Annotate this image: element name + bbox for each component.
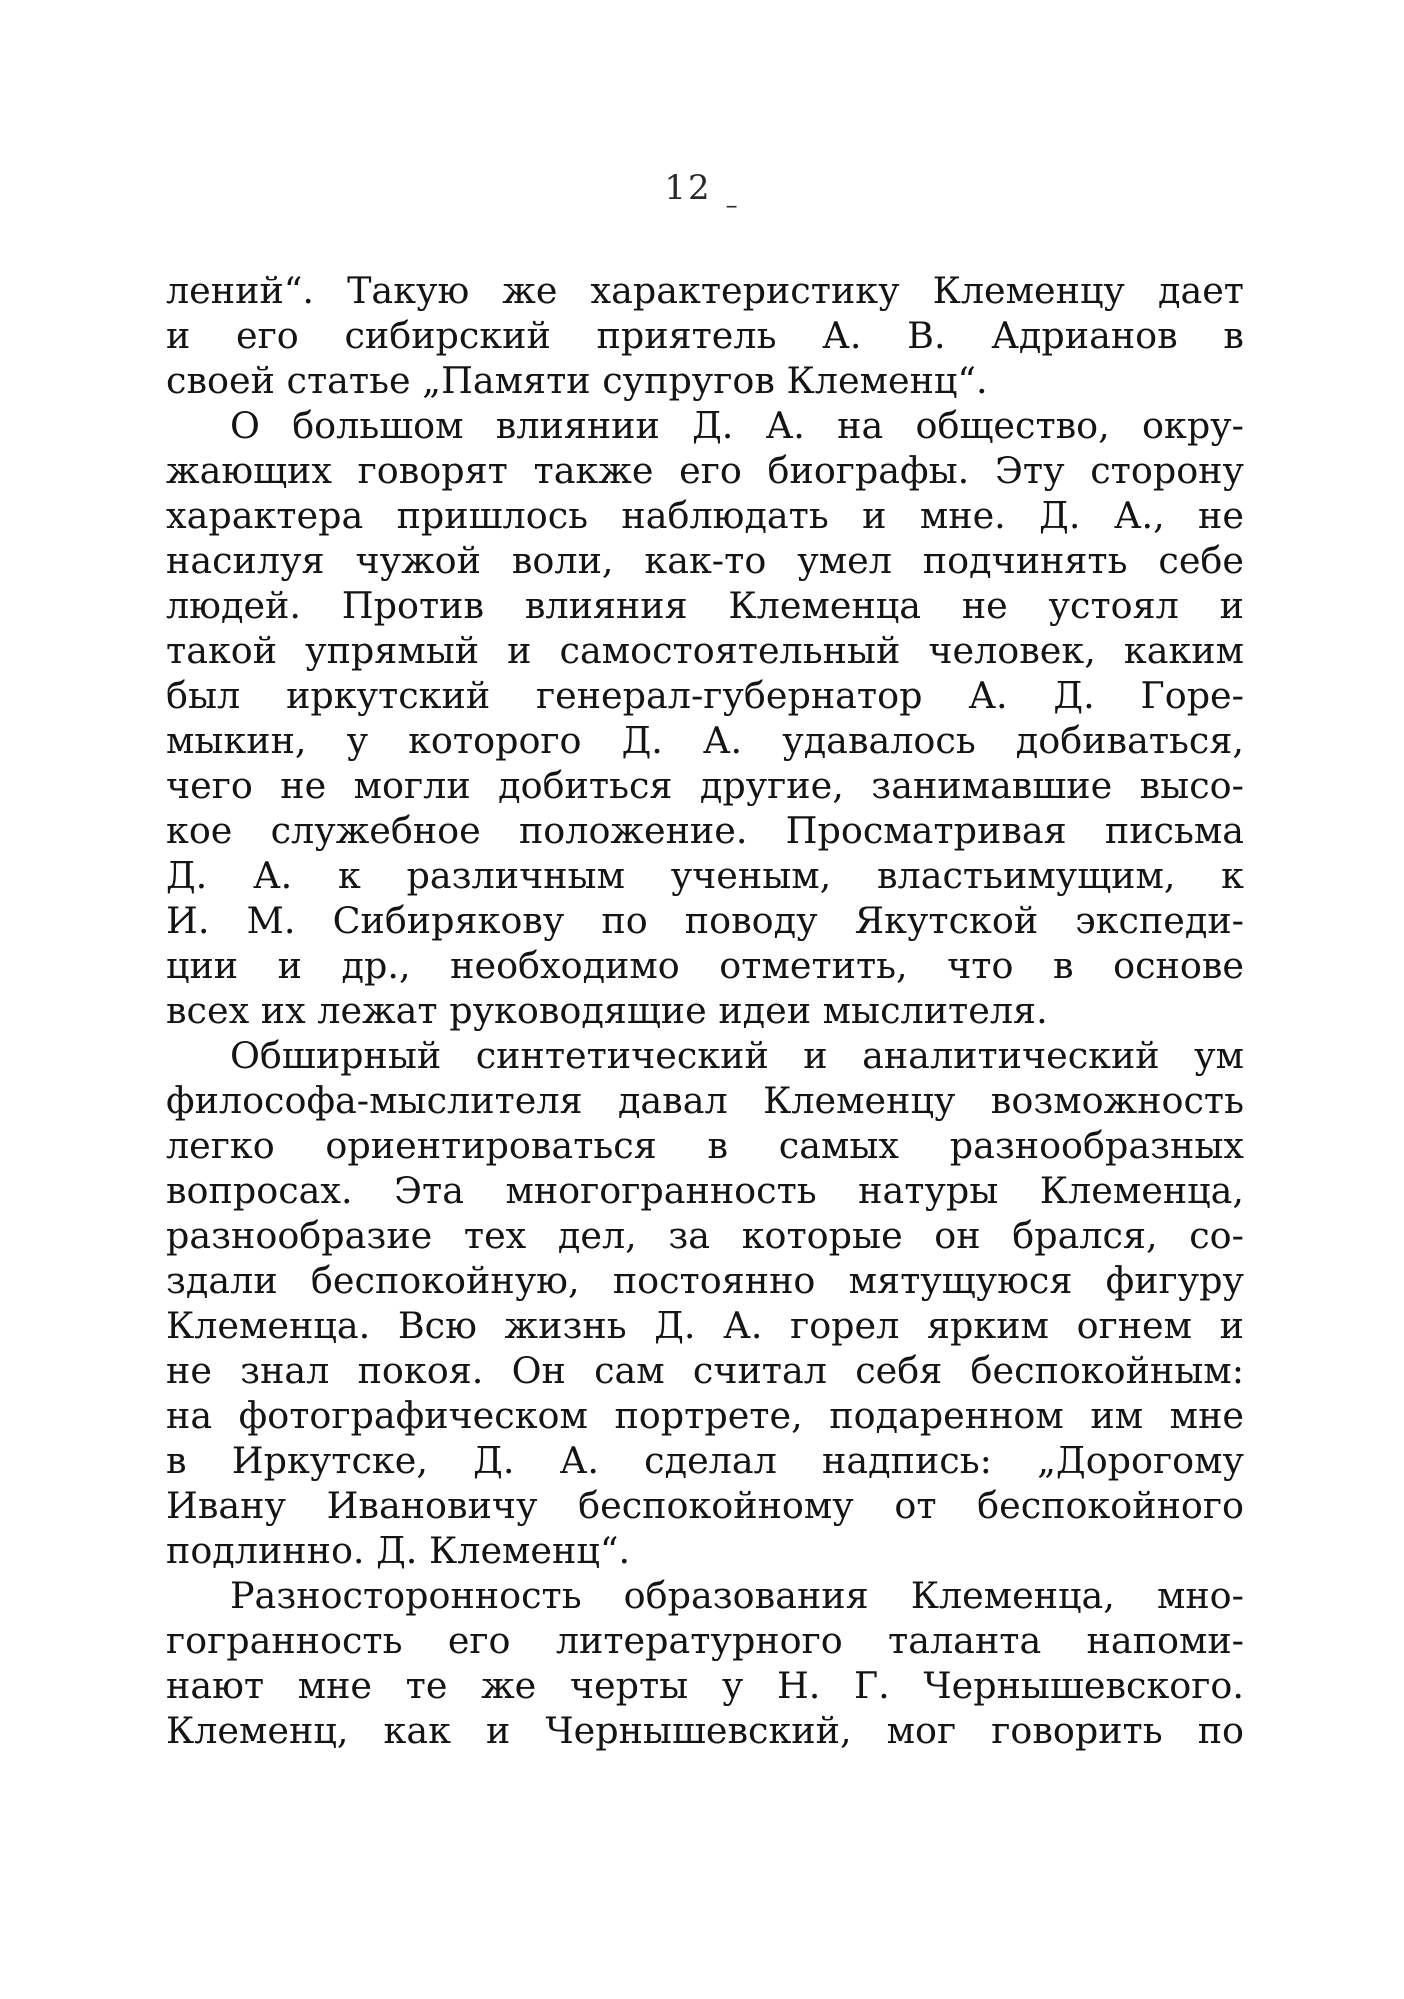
text-line: Д. А. к различным ученым, властьимущим, к xyxy=(166,854,1244,897)
text-line: Клеменца. Всю жизнь Д. А. горел ярким огнем и xyxy=(166,1304,1244,1347)
text-line: характера пришлось наблюдать и мне. Д. А., не xyxy=(166,494,1244,537)
text-line: насилуя чужой воли, как-то умел подчинять себе xyxy=(166,539,1244,582)
text-line: чего не могли добиться другие, занимавшие высо- xyxy=(166,764,1244,807)
text-line: гогранность его литературного таланта напоми- xyxy=(166,1619,1244,1662)
text-line: нают мне те же черты у Н. Г. Чернышевского. xyxy=(166,1664,1244,1707)
paragraph xyxy=(166,403,1244,1033)
text-line: вопросах. Эта многогранность натуры Клеменца, xyxy=(166,1169,1244,1212)
text-line: не знал покоя. Он сам считал себя беспокойным: xyxy=(166,1349,1244,1392)
text-line: на фотографическом портрете, подаренном им мне xyxy=(166,1394,1244,1437)
body-text xyxy=(166,268,1244,1753)
paragraph xyxy=(166,1573,1244,1753)
text-line: здали беспокойную, постоянно мятущуюся фигуру xyxy=(166,1259,1244,1302)
text-line: всех их лежат руководящие идеи мыслителя. xyxy=(166,989,1048,1032)
page-number-dash: – xyxy=(725,191,740,219)
text-line: легко ориентироваться в самых разнообразных xyxy=(166,1124,1244,1167)
text-line: мыкин, у которого Д. А. удавалось добиваться, xyxy=(166,719,1244,762)
text-line: ции и др., необходимо отметить, что в основе xyxy=(166,944,1244,987)
text-line: Клеменц, как и Чернышевский, мог говорить по xyxy=(166,1709,1244,1752)
text-line: лений“. Такую же характеристику Клеменцу дает xyxy=(166,269,1244,312)
text-line: и его сибирский приятель А. В. Адрианов в xyxy=(166,314,1244,357)
text-line: в Иркутске, Д. А. сделал надпись: „Дорогому xyxy=(166,1439,1244,1482)
text-line: своей статье „Памяти супругов Клеменц“. xyxy=(166,359,988,402)
text-line: О большом влиянии Д. А. на общество, окру- xyxy=(230,404,1244,447)
text-line: жающих говорят также его биографы. Эту сторону xyxy=(166,449,1244,492)
paragraph xyxy=(166,1033,1244,1573)
text-line: кое служебное положение. Просматривая письма xyxy=(166,809,1244,852)
paragraph xyxy=(166,268,1244,403)
text-line: подлинно. Д. Клеменц“. xyxy=(166,1529,631,1572)
text-line: философа-мыслителя давал Клеменцу возможность xyxy=(166,1079,1244,1122)
page-number xyxy=(0,168,1404,219)
text-line: был иркутский генерал-губернатор А. Д. Горе- xyxy=(166,674,1244,717)
text-line: такой упрямый и самостоятельный человек, каким xyxy=(166,629,1244,672)
text-line: И. М. Сибирякову по поводу Якутской экспеди- xyxy=(166,899,1244,942)
text-line: Ивану Ивановичу беспокойному от беспокойного xyxy=(166,1484,1244,1527)
text-line: людей. Против влияния Клеменца не устоял и xyxy=(166,584,1244,627)
text-line: Обширный синтетический и аналитический ум xyxy=(230,1034,1244,1077)
text-line: Разносторонность образования Клеменца, мно- xyxy=(230,1574,1244,1617)
page-number-value: 12 xyxy=(664,168,712,208)
text-line: разнообразие тех дел, за которые он брался, со- xyxy=(166,1214,1244,1257)
